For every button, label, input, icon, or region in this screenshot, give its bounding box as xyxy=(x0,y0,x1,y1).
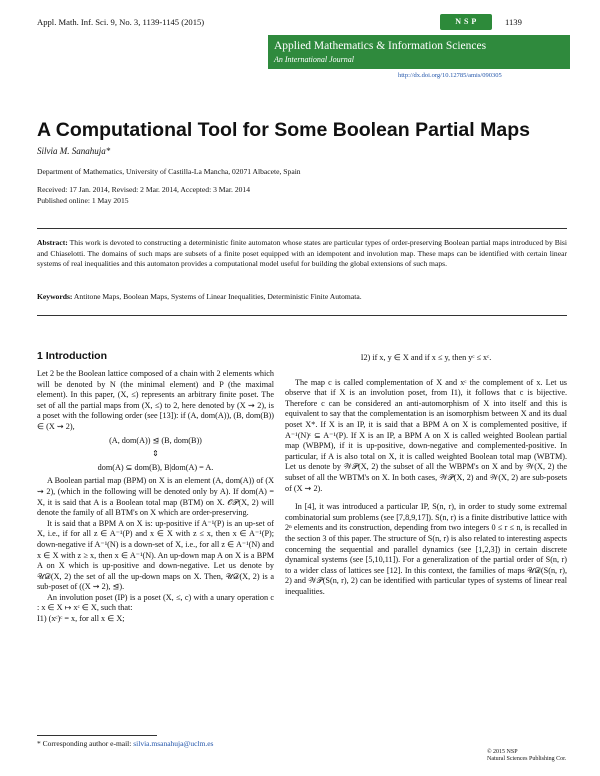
received-dates: Received: 17 Jan. 2014, Revised: 2 Mar. 2014, Accepted: 3 Mar. 2014 xyxy=(37,185,251,194)
intro-paragraph-4: An involution poset (IP) is a poset (X, ≤, c) with a unary operation c : x ∈ X ↦ xᶜ ∈ X, such that: xyxy=(37,592,274,613)
abstract-bottom-rule xyxy=(37,315,567,316)
author-email-link[interactable]: silvia.msanahuja@uclm.es xyxy=(133,739,214,748)
keywords xyxy=(37,292,567,301)
order-equation-2: dom(A) ⊆ dom(B), B|dom(A) = A. xyxy=(97,462,214,472)
publisher-name: Natural Sciences Publishing Cor. xyxy=(487,756,567,762)
keywords-label: Keywords: xyxy=(37,292,73,301)
intro-paragraph-1: Let 2 be the Boolean lattice composed of a chain with 2 elements which will be denoted by N (the minimal element) and P (the maximal element). In this paper, (X, ≤) represents an arbitrary finite poset. The set of all the partial maps from (X, ≤) to 2, here denoted by (X ⇝ 2), is a poset with the following order (see [13]): if (A, dom(A)), (B, dom(B)) ∈ (X ⇝ 2), xyxy=(37,369,274,431)
order-equation-1: (A, dom(A)) ⊴ (B, dom(B)) xyxy=(109,435,202,445)
right-column xyxy=(285,353,567,597)
corresponding-author-footnote xyxy=(37,739,213,748)
footnote-label: * Corresponding author e-mail: xyxy=(37,739,132,748)
intro-paragraph-2: A Boolean partial map (BPM) on X is an element (A, dom(A)) of (X ⇝ 2), (which in the following will be denoted only by A). If dom(A) = X, it is said that A is a Boolean total map (BTM) on X. 𝒪𝒫(X, 2) will denote the family of all BTM's on X which are order-preserving. xyxy=(37,476,274,518)
publication-dates xyxy=(37,184,250,206)
axiom-i2: I2) if x, y ∈ X and if x ≤ y, then yᶜ ≤ xᶜ. xyxy=(360,353,492,362)
affiliation: Department of Mathematics, University of Castilla-La Mancha, 02071 Albacete, Spain xyxy=(37,167,301,176)
left-column xyxy=(37,369,274,625)
section-heading: 1 Introduction xyxy=(37,350,107,362)
abstract-label: Abstract: xyxy=(37,238,68,247)
doi-link[interactable]: http://dx.doi.org/10.12785/amis/090305 xyxy=(398,72,502,79)
equivalence-arrow: ⇕ xyxy=(152,449,159,459)
page-number: 1139 xyxy=(505,17,522,27)
published-date: Published online: 1 May 2015 xyxy=(37,196,129,205)
copyright-text: © 2015 NSP xyxy=(487,749,518,755)
abstract xyxy=(37,238,567,270)
axiom-i1: I1) (xᶜ)ᶜ = x, for all x ∈ X; xyxy=(37,614,125,624)
journal-subtitle: An International Journal xyxy=(274,55,354,64)
abstract-top-rule xyxy=(37,228,567,229)
right-paragraph-2: In [4], it was introduced a particular IP, S(n, r), in order to study some extremal combinatorial sum problems (see [7,8,9,17]). S(n, r) is a finite distributive lattice with 2ⁿ elements and its construction, depending from two integers 0 ≤ r ≤ n, is recalled in the section 3 of this paper. The structure of S(n, r) is also related to interesting aspects concerning the sequential and parallel dynamics (see [1,2,3]) in certain discrete dynamical systems (see [5,10,11]). For a generalization of the partial order of S(n, r) to a wider class of lattices see [12]. In this context, the families of maps 𝒰𝒟(S(n, r), 2) and 𝒲𝒫(S(n, r), 2) can be identified with particular types of systems of linear real inequalities. xyxy=(285,502,567,596)
author-name: Silvia M. Sanahuja* xyxy=(37,146,111,156)
copyright-block xyxy=(487,749,566,763)
journal-citation: Appl. Math. Inf. Sci. 9, No. 3, 1139-1145 (2015) xyxy=(37,17,205,27)
paper-title: A Computational Tool for Some Boolean Partial Maps xyxy=(37,119,530,141)
intro-paragraph-3: It is said that a BPM A on X is: up-positive if A⁻¹(P) is an up-set of X, i.e., if for all z ∈ A⁻¹(P) and x ∈ X with z ≤ x, then x ∈ A⁻¹(P); down-negative if A⁻¹(N) is a down-set of X, i.e., for all z ∈ A⁻¹(N) and x ∈ X with z ≥ x, then x ∈ A⁻¹(N). An up-down map A on X is a BPM A on X which is up-positive and down-negative. Let us denote by 𝒰𝒟(X, 2) the set of all the up-down maps on X. Then, 𝒰𝒟(X, 2) is a sub-poset of ((X ⇝ 2), ⊴). xyxy=(37,518,274,592)
journal-name: Applied Mathematics & Information Sciences xyxy=(274,40,487,52)
footnote-rule xyxy=(37,735,157,736)
publisher-logo: N S P xyxy=(440,14,492,30)
abstract-text: This work is devoted to constructing a deterministic finite automaton whose states are particular types of order-preserving Boolean partial maps introduced by Bisi and Chiaselotti. The domains of such maps are subsets of a finite poset equipped with an idempotent and involution map. These maps can be identified with certain linear systems of real inequalities and this automaton provides a computational model useful for building the global extensions of such maps. xyxy=(37,238,567,268)
keywords-text: Antitone Maps, Boolean Maps, Systems of Linear Inequalities, Deterministic Finite Automata. xyxy=(73,292,362,301)
right-paragraph-1: The map c is called complementation of X and xᶜ the complement of x. Let us observe that if X is an involution poset, from I1), it follows that c is bijective. Therefore c can be considered an anti-automorphism of X into itself and this is equivalent to say that the complementation is an isomorphism between X and its dual poset X*. If X is an IP, it is said that a BPM A on X is complemented positive, if A⁻¹(N)ᶜ ⊆ A⁻¹(P). If X is an IP, a BPM A on X is called weighted Boolean partial map (WBPM), if it is up-positive, down-negative and complemented-positive. In particular, if A is also total on X, it is called weighted Boolean total map (WBTM). Let us denote by 𝒲𝒫(X, 2) the subset of all the WBPM's on X and by 𝒲(X, 2) the subset of all the WBTM's on X. In both cases, 𝒲𝒫(X, 2) and 𝒲(X, 2) are sub-posets of (X ⇝ 2). xyxy=(285,377,567,493)
